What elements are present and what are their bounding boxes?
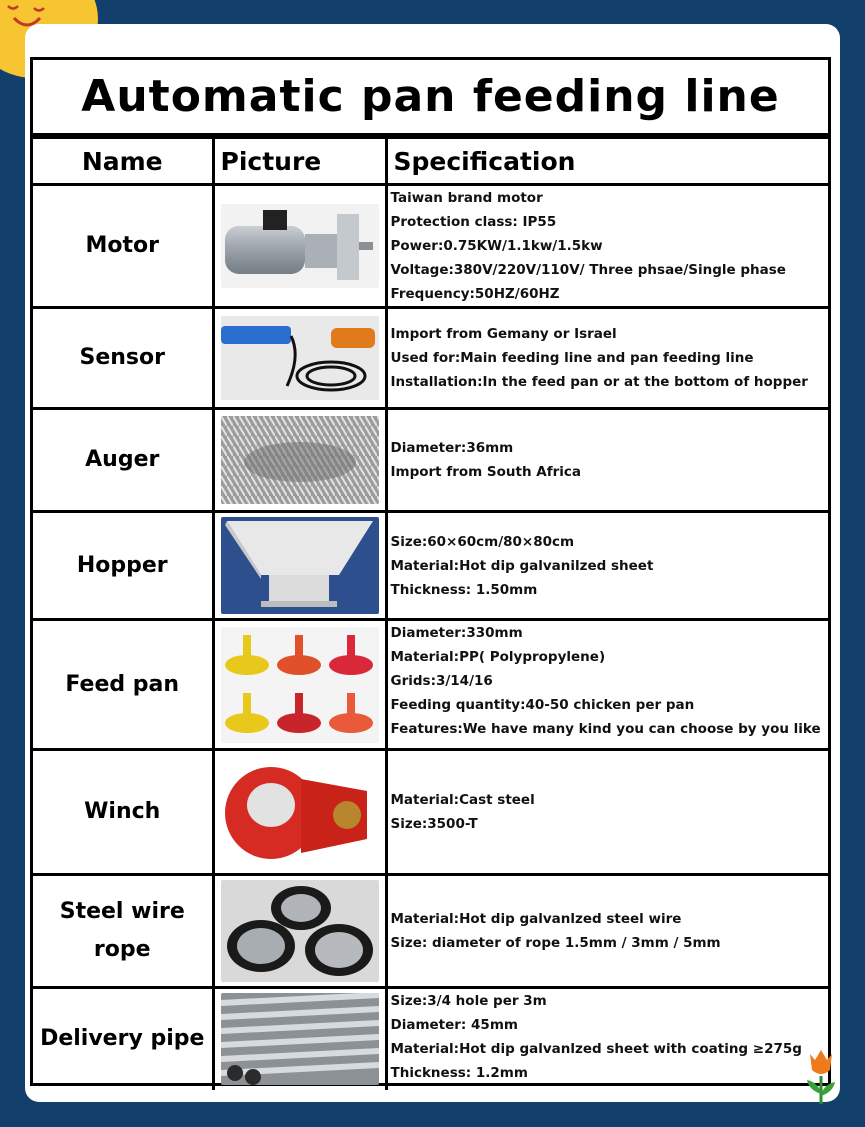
- sensor-photo: [221, 316, 379, 400]
- spec-line: Material:PP( Polypropylene): [390, 649, 606, 665]
- table-row: [33, 308, 828, 409]
- spec-line: Thickness: 1.50mm: [390, 581, 538, 598]
- spec-line: Used for:Main feeding line and pan feeding line: [390, 350, 754, 366]
- hopper-photo: [221, 517, 379, 614]
- page-title: Automatic pan feeding line: [33, 60, 828, 136]
- spec-line: Material:Cast steel: [390, 792, 535, 808]
- table-row: [33, 750, 828, 875]
- spec-line: Taiwan brand motor: [390, 190, 543, 206]
- header-picture: Picture: [213, 138, 386, 185]
- spec-line: Grids:3/14/16: [390, 673, 493, 689]
- auger-photo: [221, 416, 379, 504]
- row-name: Sensor: [33, 308, 213, 409]
- spec-line: Diameter:330mm: [390, 625, 523, 641]
- table-row: [33, 620, 828, 750]
- spec-line: Diameter: 45mm: [390, 1017, 518, 1033]
- spec-cell: [386, 512, 828, 620]
- spec-line: Size: diameter of rope 1.5mm / 3mm / 5mm: [390, 935, 721, 951]
- spec-line: Feeding quantity:40-50 chicken per pan: [390, 697, 695, 713]
- spec-line: Features:We have many kind you can choose by you like: [390, 721, 821, 737]
- spec-line: Protection class: IP55: [390, 214, 557, 230]
- spec-line: Material:Hot dip galvanlzed sheet with coating ≥275g: [390, 1041, 802, 1057]
- spec-table: [33, 136, 828, 1090]
- spec-line: Size:60×60cm/80×80cm: [390, 533, 575, 550]
- spec-line: Thickness: 1.2mm: [390, 1065, 528, 1081]
- spec-line: Material:Hot dip galvanilzed sheet: [390, 557, 654, 574]
- spec-sheet: [30, 57, 831, 1086]
- row-name: Hopper: [33, 512, 213, 620]
- spec-cell: [386, 409, 828, 512]
- feed-pan-photo: [221, 627, 379, 743]
- spec-line: Frequency:50HZ/60HZ: [390, 286, 560, 302]
- row-name: Feed pan: [33, 620, 213, 750]
- row-name: Steel wire rope: [33, 875, 213, 988]
- table-row: [33, 875, 828, 988]
- winch-photo: [221, 757, 379, 867]
- spec-cell: [386, 750, 828, 875]
- table-row: [33, 512, 828, 620]
- motor-photo: [221, 204, 379, 288]
- row-name: Delivery pipe: [33, 988, 213, 1090]
- spec-line: Diameter:36mm: [390, 440, 514, 456]
- header-spec: Specification: [386, 138, 828, 185]
- spec-line: Size:3500-T: [390, 816, 478, 832]
- delivery-pipe-photo: [221, 993, 379, 1085]
- spec-line: Power:0.75KW/1.1kw/1.5kw: [390, 238, 603, 254]
- spec-cell: [386, 988, 828, 1090]
- spec-line: Voltage:380V/220V/110V/ Three phsae/Single phase: [390, 262, 786, 278]
- row-name: Motor: [33, 185, 213, 308]
- table-row: [33, 185, 828, 308]
- spec-line: Installation:In the feed pan or at the bottom of hopper: [390, 374, 808, 390]
- header-name: Name: [33, 138, 213, 185]
- row-name: Auger: [33, 409, 213, 512]
- spec-line: Material:Hot dip galvanlzed steel wire: [390, 911, 682, 927]
- table-row: [33, 988, 828, 1090]
- spec-cell: [386, 308, 828, 409]
- spec-line: Import from Gemany or Israel: [390, 326, 617, 342]
- spec-line: Size:3/4 hole per 3m: [390, 993, 547, 1009]
- spec-line: Import from South Africa: [390, 464, 582, 480]
- steel-wire-photo: [221, 880, 379, 982]
- table-header-row: [33, 138, 828, 185]
- spec-cell: [386, 875, 828, 988]
- spec-cell: [386, 620, 828, 750]
- table-row: [33, 409, 828, 512]
- row-name: Winch: [33, 750, 213, 875]
- tulip-icon: [806, 1046, 836, 1110]
- spec-cell: [386, 185, 828, 308]
